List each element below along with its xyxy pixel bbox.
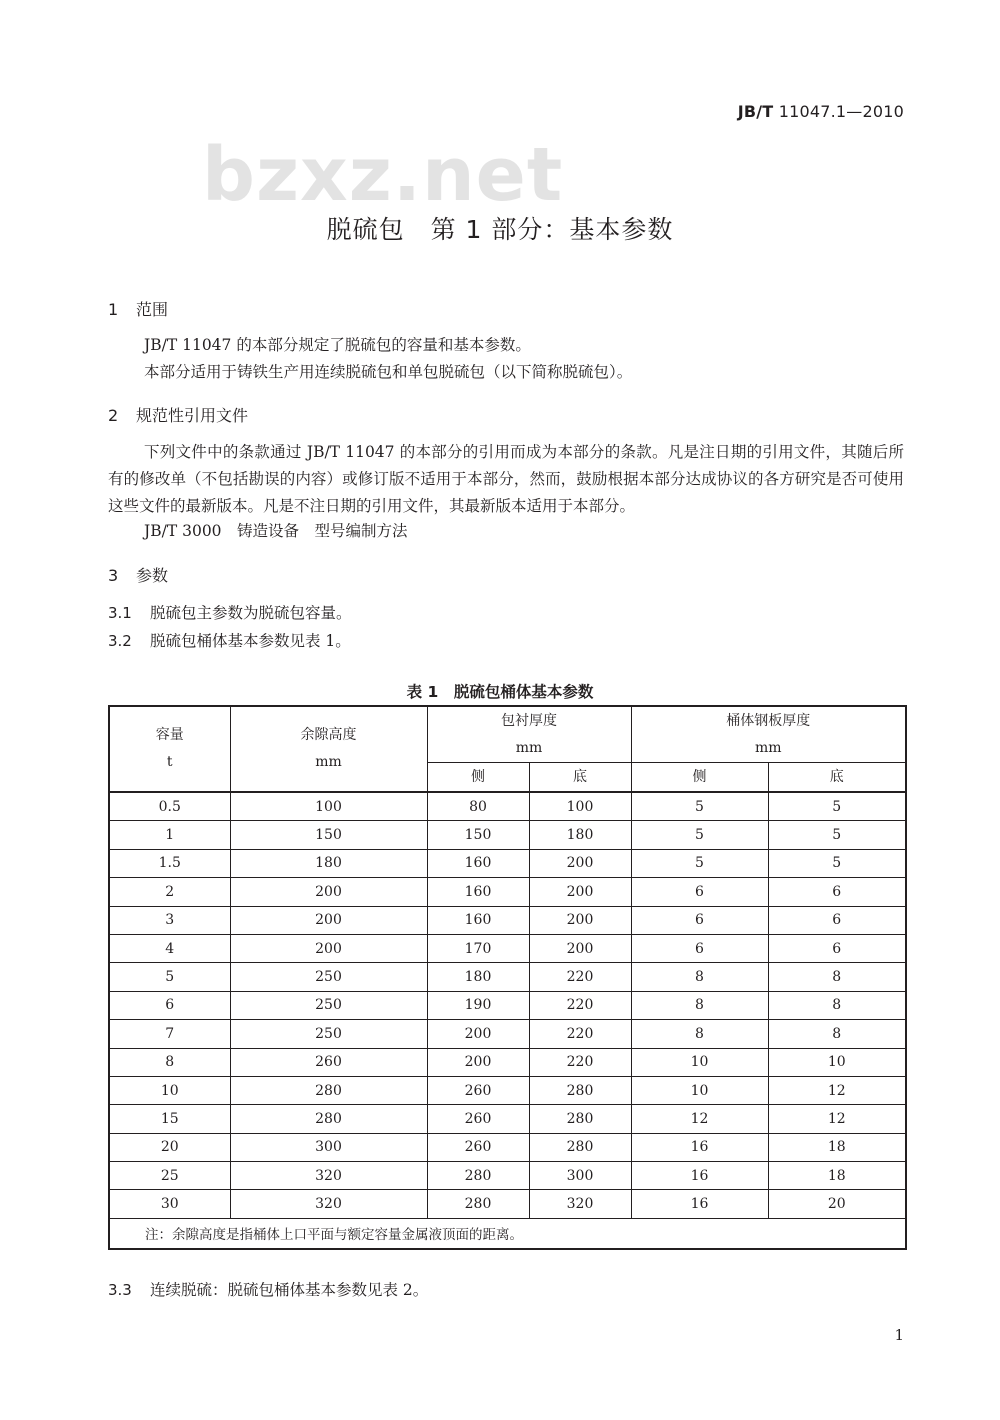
section-1-paragraph-1: JB/T 11047 的本部分规定了脱硫包的容量和基本参数。 [144, 336, 531, 354]
clause-3-2 [108, 629, 351, 651]
header-lining-bottom: 底 [529, 763, 631, 793]
table-row [109, 1048, 906, 1076]
table-row [109, 963, 906, 991]
clause-number: 3.1 [108, 604, 132, 622]
table-cell: 280 [427, 1162, 529, 1190]
table-cell: 150 [230, 821, 427, 849]
table-cell: 200 [427, 1048, 529, 1076]
table-cell: 10 [109, 1076, 230, 1104]
table-cell: 260 [427, 1133, 529, 1161]
table-cell: 200 [529, 934, 631, 962]
table-cell: 16 [631, 1162, 768, 1190]
header-steel-bottom: 底 [768, 763, 906, 793]
table-cell: 200 [230, 906, 427, 934]
table-row [109, 821, 906, 849]
table-cell: 80 [427, 792, 529, 821]
table-cell: 6 [768, 934, 906, 962]
table-cell: 7 [109, 1020, 230, 1048]
table-cell: 8 [109, 1048, 230, 1076]
table-cell: 0.5 [109, 792, 230, 821]
table-cell: 200 [230, 878, 427, 906]
watermark: bzxz.net [202, 132, 564, 218]
table-cell: 16 [631, 1133, 768, 1161]
table-note: 注：余隙高度是指桶体上口平面与额定容量金属液顶面的距离。 [109, 1218, 906, 1249]
table-cell: 260 [427, 1076, 529, 1104]
section-1-paragraph-2: 本部分适用于铸铁生产用连续脱硫包和单包脱硫包（以下简称脱硫包）。 [144, 363, 633, 381]
table-cell: 18 [768, 1133, 906, 1161]
table-cell: 180 [230, 849, 427, 877]
table-cell: 250 [230, 991, 427, 1019]
table-cell: 5 [631, 849, 768, 877]
header-lining-side: 侧 [427, 763, 529, 793]
table-cell: 280 [230, 1105, 427, 1133]
table-row [109, 906, 906, 934]
table-cell: 250 [230, 963, 427, 991]
table-cell: 6 [631, 878, 768, 906]
table-cell: 200 [529, 878, 631, 906]
table-cell: 220 [529, 1048, 631, 1076]
table-cell: 220 [529, 1020, 631, 1048]
table-cell: 200 [529, 849, 631, 877]
table-cell: 260 [230, 1048, 427, 1076]
header-steel-side: 侧 [631, 763, 768, 793]
table-cell: 280 [230, 1076, 427, 1104]
table-cell: 25 [109, 1162, 230, 1190]
section-title: 范围 [136, 300, 169, 319]
section-2-paragraph: 下列文件中的条款通过 JB/T 11047 的本部分的引用而成为本部分的条款。凡是注日期的引用文件，其随后所有的修改单（不包括勘误的内容）或修订版不适用于本部分，然而，鼓励根据本部分达成协议的各方研究是否可使用这些文件的最新版本。凡是不注日期的引用文件，其最新版本适用于本部分。 [108, 443, 904, 515]
table-cell: 220 [529, 963, 631, 991]
table-row [109, 1076, 906, 1104]
table-row [109, 1162, 906, 1190]
normative-reference: JB/T 3000 铸造设备 型号编制方法 [144, 522, 408, 540]
table-cell: 2 [109, 878, 230, 906]
table-row [109, 934, 906, 962]
table-cell: 180 [427, 963, 529, 991]
table-cell: 5 [631, 821, 768, 849]
table-row [109, 1020, 906, 1048]
section-3-heading [108, 563, 168, 586]
table-cell: 4 [109, 934, 230, 962]
parameters-table [108, 705, 907, 1250]
header-clearance: 余隙高度 mm [230, 706, 427, 792]
document-code [738, 102, 904, 121]
table-cell: 8 [768, 1020, 906, 1048]
table-cell: 10 [768, 1048, 906, 1076]
table-cell: 320 [230, 1190, 427, 1218]
header-capacity: 容量 t [109, 706, 230, 792]
table-cell: 6 [631, 906, 768, 934]
table-row [109, 849, 906, 877]
table-cell: 18 [768, 1162, 906, 1190]
clause-3-3 [108, 1278, 428, 1300]
table-row [109, 1105, 906, 1133]
section-number: 2 [108, 406, 119, 425]
table-cell: 100 [230, 792, 427, 821]
table-cell: 12 [768, 1076, 906, 1104]
table-row [109, 1190, 906, 1218]
table-cell: 280 [529, 1133, 631, 1161]
table-cell: 190 [427, 991, 529, 1019]
table-cell: 220 [529, 991, 631, 1019]
table-cell: 5 [768, 792, 906, 821]
section-1-heading [108, 297, 168, 320]
table-cell: 6 [768, 878, 906, 906]
section-2-heading [108, 403, 248, 426]
table-cell: 8 [631, 963, 768, 991]
table-cell: 12 [631, 1105, 768, 1133]
table-cell: 8 [631, 1020, 768, 1048]
table-cell: 6 [631, 934, 768, 962]
table-cell: 280 [529, 1105, 631, 1133]
page-number: 1 [894, 1326, 904, 1344]
table-cell: 16 [631, 1190, 768, 1218]
table-cell: 250 [230, 1020, 427, 1048]
document-code-number: 11047.1—2010 [773, 102, 904, 121]
section-number: 3 [108, 566, 119, 585]
table-cell: 3 [109, 906, 230, 934]
table-cell: 300 [529, 1162, 631, 1190]
page-title: 脱硫包 第 1 部分：基本参数 [326, 215, 674, 244]
table-cell: 20 [109, 1133, 230, 1161]
table-cell: 10 [631, 1076, 768, 1104]
table-cell: 5 [631, 792, 768, 821]
table-cell: 100 [529, 792, 631, 821]
table-cell: 1.5 [109, 849, 230, 877]
table-cell: 30 [109, 1190, 230, 1218]
table-cell: 6 [109, 991, 230, 1019]
table-row [109, 1133, 906, 1161]
table-cell: 15 [109, 1105, 230, 1133]
table-cell: 8 [768, 991, 906, 1019]
section-title: 规范性引用文件 [136, 406, 249, 425]
table-cell: 180 [529, 821, 631, 849]
table-cell: 170 [427, 934, 529, 962]
table-cell: 260 [427, 1105, 529, 1133]
table-row [109, 792, 906, 821]
table-cell: 8 [768, 963, 906, 991]
table-cell: 300 [230, 1133, 427, 1161]
clause-text: 脱硫包主参数为脱硫包容量。 [150, 604, 352, 622]
clause-text: 连续脱硫：脱硫包桶体基本参数见表 2。 [150, 1281, 429, 1299]
clause-number: 3.3 [108, 1281, 132, 1299]
table-row [109, 878, 906, 906]
section-number: 1 [108, 300, 119, 319]
table-cell: 200 [529, 906, 631, 934]
table-cell: 160 [427, 849, 529, 877]
table-cell: 1 [109, 821, 230, 849]
table-cell: 12 [768, 1105, 906, 1133]
clause-number: 3.2 [108, 632, 132, 650]
table-cell: 20 [768, 1190, 906, 1218]
table-cell: 280 [529, 1076, 631, 1104]
table-cell: 10 [631, 1048, 768, 1076]
document-code-prefix: JB/T [737, 102, 774, 121]
header-lining-thickness: 包衬厚度 mm [427, 706, 631, 763]
table-cell: 280 [427, 1190, 529, 1218]
table-cell: 5 [768, 849, 906, 877]
table-cell: 320 [230, 1162, 427, 1190]
table-cell: 320 [529, 1190, 631, 1218]
clause-text: 脱硫包桶体基本参数见表 1。 [150, 632, 351, 650]
header-steel-thickness: 桶体钢板厚度 mm [631, 706, 906, 763]
table-cell: 6 [768, 906, 906, 934]
clause-3-1 [108, 601, 352, 623]
table-cell: 160 [427, 878, 529, 906]
table-caption: 表 1 脱硫包桶体基本参数 [406, 683, 594, 701]
table-row [109, 991, 906, 1019]
table-cell: 200 [230, 934, 427, 962]
section-title: 参数 [136, 566, 169, 585]
table-cell: 200 [427, 1020, 529, 1048]
table-cell: 160 [427, 906, 529, 934]
table-cell: 8 [631, 991, 768, 1019]
table-cell: 5 [109, 963, 230, 991]
table-cell: 150 [427, 821, 529, 849]
table-cell: 5 [768, 821, 906, 849]
